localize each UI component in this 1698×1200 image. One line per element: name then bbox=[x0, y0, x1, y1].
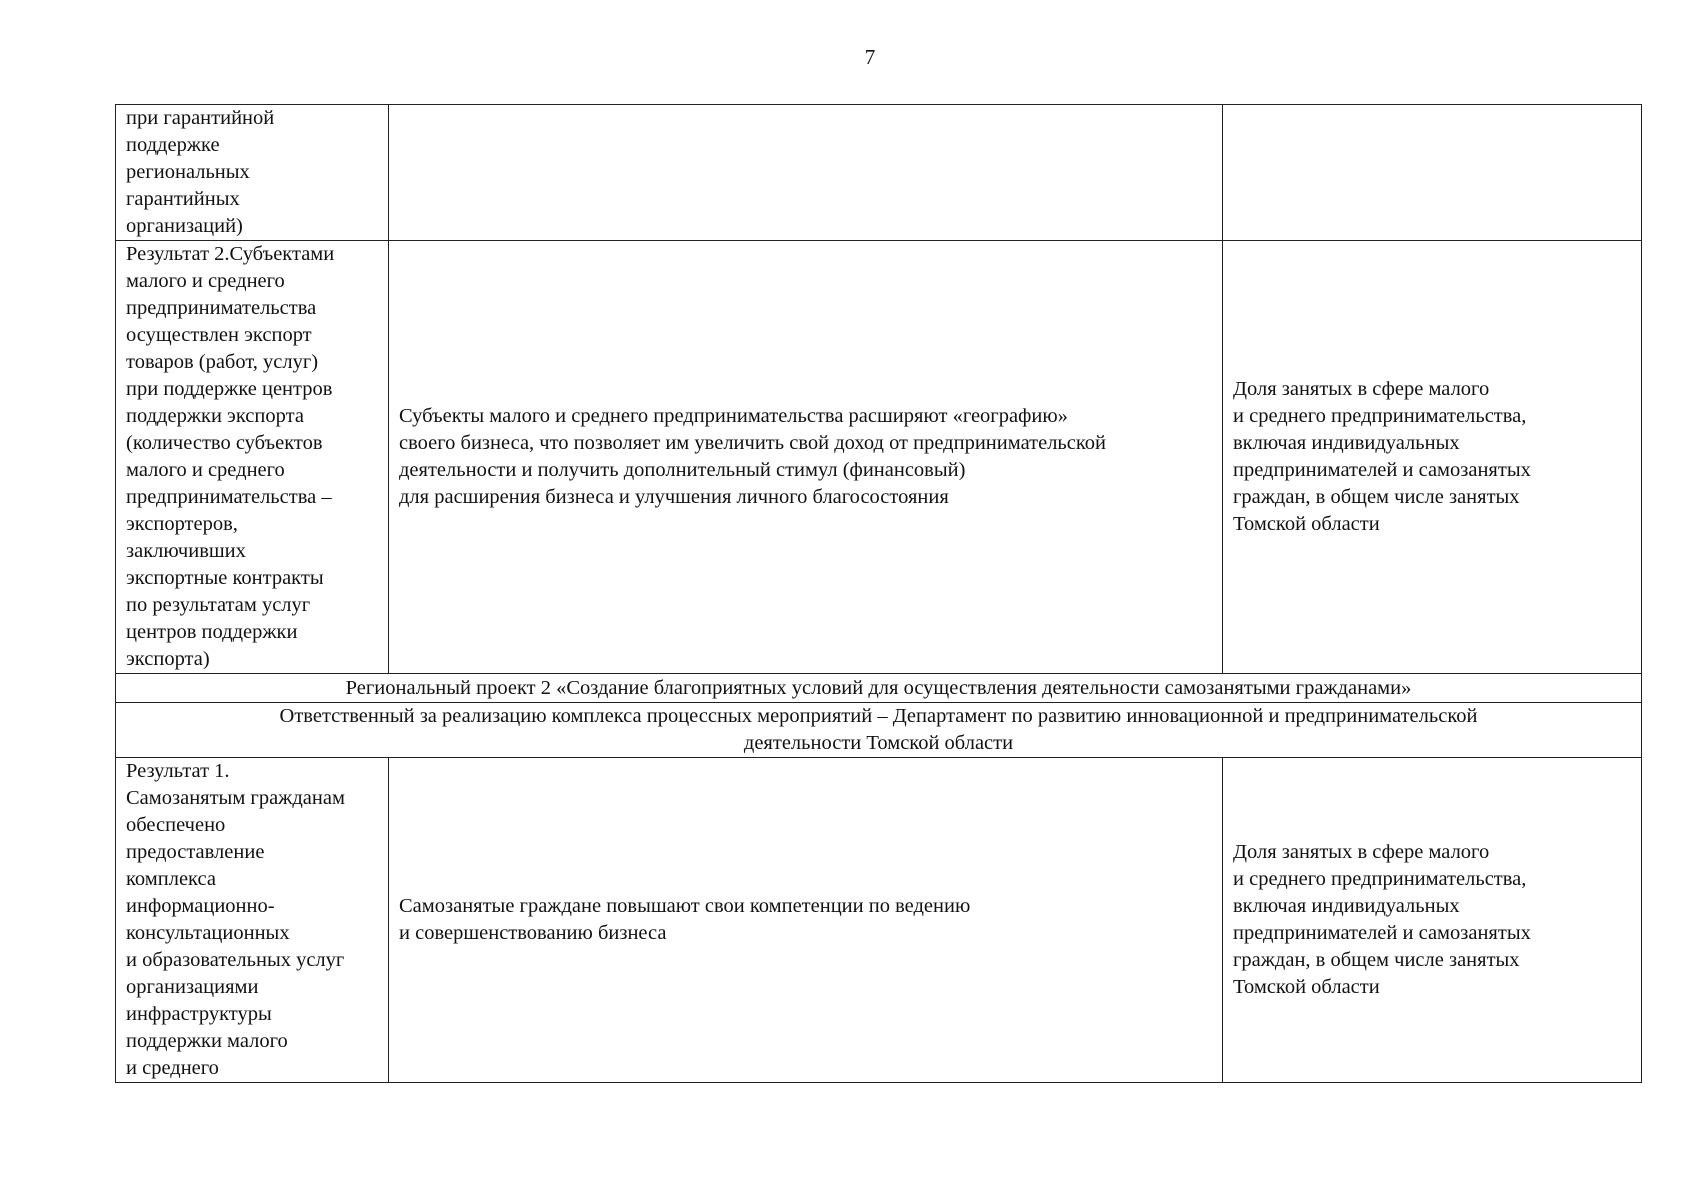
table-row bbox=[116, 105, 1642, 241]
responsible-row bbox=[116, 703, 1642, 758]
table-row bbox=[116, 241, 1642, 674]
project-title-row bbox=[116, 674, 1642, 703]
results-table bbox=[115, 104, 1642, 1083]
indicator-cell: Доля занятых в сфере малого и среднего предпринимательства, включая индивидуальных предпринимателей и самозанятых граждан, в общем числе занятых Томской области bbox=[1223, 241, 1642, 674]
responsible-cell: Ответственный за реализацию комплекса процессных мероприятий – Департамент по развитию инновационной и предпринимательской деятельности Томской области bbox=[116, 703, 1642, 758]
result-cell: при гарантийной поддержке региональных гарантийных организаций) bbox=[116, 105, 389, 241]
page-number: 7 bbox=[864, 45, 876, 69]
project-title-cell: Региональный проект 2 «Создание благоприятных условий для осуществления деятельности самозанятыми гражданами» bbox=[116, 674, 1642, 703]
effect-cell bbox=[389, 105, 1223, 241]
effect-cell: Самозанятые граждане повышают свои компетенции по ведению и совершенствованию бизнеса bbox=[389, 758, 1223, 1083]
effect-cell: Субъекты малого и среднего предпринимательства расширяют «географию» своего бизнеса, что позволяет им увеличить свой доход от предпринимательской деятельности и получить дополнительный стимул (финансовый) для расширения бизнеса и улучшения личного благосостояния bbox=[389, 241, 1223, 674]
result-cell: Результат 1. Самозанятым гражданам обеспечено предоставление комплекса информационно- консультационных и образовательных услуг организациями инфраструктуры поддержки малого и среднего bbox=[116, 758, 389, 1083]
table-row bbox=[116, 758, 1642, 1083]
indicator-cell: Доля занятых в сфере малого и среднего предпринимательства, включая индивидуальных предпринимателей и самозанятых граждан, в общем числе занятых Томской области bbox=[1223, 758, 1642, 1083]
result-cell: Результат 2.Субъектами малого и среднего предпринимательства осуществлен экспорт товаров (работ, услуг) при поддержке центров поддержки экспорта (количество субъектов малого и среднего предпринимательства – экспортеров, заключивших экспортные контракты по результатам услуг центров поддержки экспорта) bbox=[116, 241, 389, 674]
indicator-cell bbox=[1223, 105, 1642, 241]
